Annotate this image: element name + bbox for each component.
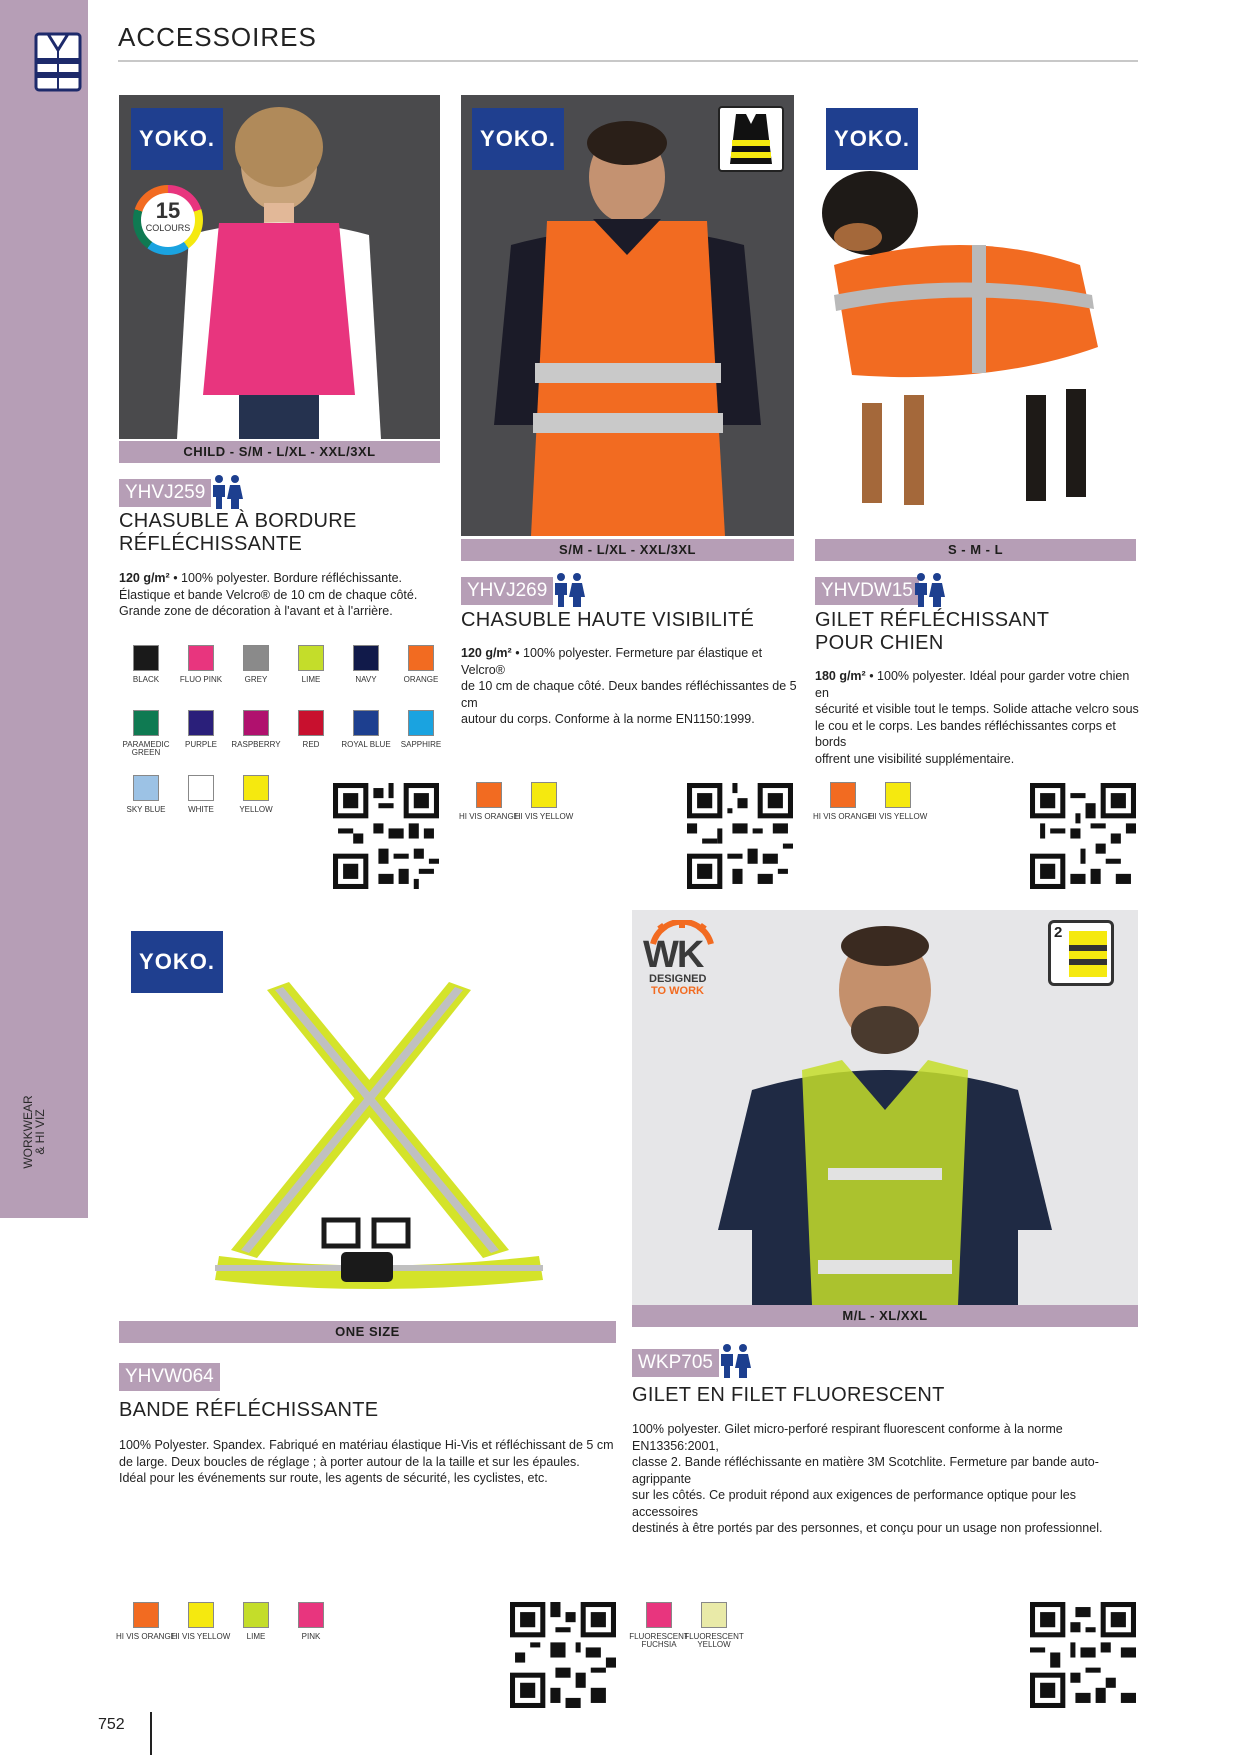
sidebar-label-line1: WORKWEAR [21, 1095, 35, 1169]
class-number: 2 [1054, 924, 1063, 941]
desc-line: de large. Deux boucles de réglage ; à porter autour de la la taille et sur les épaules. [119, 1454, 580, 1469]
color-label: NAVY [355, 675, 377, 684]
color-swatch[interactable] [408, 645, 434, 671]
fabric-weight: 120 g/m² [119, 571, 170, 585]
color-label: WHITE [188, 805, 214, 814]
color-swatch[interactable] [476, 782, 502, 808]
desc-line: 120 g/m² • 100% polyester. Fermeture par élastique et Velcro® [461, 646, 763, 677]
page-number: 752 [98, 1716, 125, 1733]
color-swatch[interactable] [353, 645, 379, 671]
desc-line: Grande zone de décoration à l'avant et à l'arrière. [119, 604, 393, 618]
color-label: ORANGE [403, 675, 439, 684]
desc-line: sécurité et visible tout le temps. Solide attache velcro sous [815, 702, 1139, 716]
product-title-line: POUR CHIEN [815, 632, 944, 654]
unisex-icon [718, 1343, 752, 1379]
fabric-weight: 180 g/m² [815, 669, 866, 683]
color-swatch[interactable] [188, 775, 214, 801]
size-bar-wkp705: M/L - XL/XXL [632, 1305, 1138, 1327]
sidebar-label [22, 1092, 46, 1172]
color-swatches-yhvw064 [118, 1602, 358, 1662]
product-title-line: GILET RÉFLÉCHISSANT [815, 609, 1050, 631]
ref-badge-yhvj269: YHVJ269 [461, 577, 553, 605]
color-swatch[interactable] [646, 1602, 672, 1628]
desc-line: 180 g/m² • 100% polyester. Idéal pour garder votre chien en [815, 669, 1130, 700]
yoko-logo: YOKO. [472, 108, 564, 170]
qr-code-yhvj259[interactable] [333, 783, 439, 889]
footer-divider [150, 1712, 152, 1755]
hi-vis-class-badge [718, 106, 784, 172]
color-label: PARAMEDIC GREEN [122, 740, 170, 757]
colours-label: COLOURS [145, 223, 191, 233]
product-title-yhvj269 [461, 609, 794, 632]
wk-logo [641, 920, 723, 1002]
title-divider [118, 60, 1138, 62]
color-swatch[interactable] [188, 1602, 214, 1628]
product-title-line: CHASUBLE À BORDURE [119, 510, 357, 532]
fabric-weight: 120 g/m² [461, 646, 512, 660]
color-swatch[interactable] [188, 710, 214, 736]
color-swatches-yhvdw15 [815, 782, 955, 842]
ref-badge-yhvw064: YHVW064 [119, 1363, 220, 1391]
color-label: SKY BLUE [126, 805, 166, 814]
product-desc-yhvj259 [119, 570, 449, 620]
product-title-line: RÉFLÉCHISSANTE [119, 533, 303, 555]
color-swatch[interactable] [133, 1602, 159, 1628]
desc-line: Élastique et bande Velcro® de 10 cm de chaque côté. [119, 587, 418, 602]
color-label: LIME [246, 1632, 266, 1641]
color-label: RASPBERRY [231, 740, 281, 749]
color-label: HI VIS ORANGE [459, 812, 520, 821]
ref-badge-yhvj259: YHVJ259 [119, 479, 211, 507]
qr-code-yhvj269[interactable] [687, 783, 793, 889]
desc-line: 100% polyester. Gilet micro-perforé respirant fluorescent conforme à la norme EN13356:2001, [632, 1422, 1063, 1453]
product-title-yhvdw15 [815, 609, 1136, 655]
product-desc-yhvj269 [461, 645, 797, 728]
color-label: FLUORESCENT FUCHSIA [629, 1632, 689, 1649]
vest-icon [720, 108, 782, 170]
product-desc-yhvdw15 [815, 668, 1141, 767]
qr-code-yhvdw15[interactable] [1030, 783, 1136, 889]
color-swatches-wkp705 [631, 1602, 771, 1662]
vest-icon [34, 28, 82, 92]
color-swatch[interactable] [830, 782, 856, 808]
size-bar-yhvdw15: S - M - L [815, 539, 1136, 561]
wk-logo-tagline: DESIGNED [649, 973, 707, 985]
color-label: PINK [301, 1632, 321, 1641]
desc-line: de 10 cm de chaque côté. Deux bandes réfléchissantes de 5 cm [461, 679, 797, 710]
color-label: FLUORESCENT YELLOW [684, 1632, 744, 1649]
color-swatch[interactable] [298, 710, 324, 736]
desc-line: autour du corps. Conforme à la norme EN1150:1999. [461, 712, 755, 726]
color-swatch[interactable] [188, 645, 214, 671]
color-swatch[interactable] [243, 710, 269, 736]
color-label: HI VIS YELLOW [514, 812, 574, 821]
product-title-yhvj259 [119, 510, 439, 556]
color-label: HI VIS ORANGE [116, 1632, 177, 1641]
unisex-icon [552, 572, 586, 608]
color-label: GREY [244, 675, 268, 684]
colours-badge [133, 185, 203, 255]
yoko-logo: YOKO. [131, 931, 223, 993]
color-swatch[interactable] [408, 710, 434, 736]
color-swatch[interactable] [531, 782, 557, 808]
product-title-wkp705 [632, 1384, 1138, 1407]
color-swatch[interactable] [298, 1602, 324, 1628]
size-bar-yhvj269: S/M - L/XL - XXL/3XL [461, 539, 794, 561]
unisex-icon [210, 474, 244, 510]
colours-count: 15 [155, 198, 181, 223]
size-bar-yhvw064: ONE SIZE [119, 1321, 616, 1343]
color-label: FLUO PINK [179, 675, 223, 684]
product-desc-yhvw064 [119, 1437, 619, 1487]
qr-code-wkp705[interactable] [1030, 1602, 1136, 1708]
product-title-yhvw064 [119, 1399, 616, 1422]
class-2-badge [1048, 920, 1114, 986]
desc-line: 100% Polyester. Spandex. Fabriqué en matériau élastique Hi-Vis et réfléchissant de 5 cm [119, 1438, 614, 1452]
desc-line: le cou et le corps. Les bandes réfléchissantes corps et bords [815, 718, 1116, 749]
color-swatch[interactable] [243, 1602, 269, 1628]
color-swatch[interactable] [885, 782, 911, 808]
color-swatch[interactable] [133, 645, 159, 671]
color-swatch[interactable] [353, 710, 379, 736]
wk-logo-tagline-2: TO WORK [651, 985, 704, 997]
desc-line: 120 g/m² • 100% polyester. Bordure réfléchissante. [119, 571, 403, 585]
color-swatch[interactable] [243, 645, 269, 671]
color-swatch[interactable] [133, 775, 159, 801]
ref-badge-wkp705: WKP705 [632, 1349, 719, 1377]
yoko-logo: YOKO. [826, 108, 918, 170]
color-label: YELLOW [239, 805, 273, 814]
color-label: BLACK [132, 675, 160, 684]
product-desc-wkp705 [632, 1421, 1138, 1537]
desc-line: destinés à être portés par des personnes, et conçu pour un usage non professionnel. [632, 1521, 1103, 1535]
color-swatches-yhvj269 [461, 782, 601, 842]
color-swatch[interactable] [133, 710, 159, 736]
color-swatch[interactable] [701, 1602, 727, 1628]
color-swatch[interactable] [298, 645, 324, 671]
color-label: PURPLE [184, 740, 217, 749]
ref-badge-yhvdw15: YHVDW15 [815, 577, 919, 605]
product-title-line: BANDE RÉFLÉCHISSANTE [119, 1399, 379, 1421]
color-label: LIME [301, 675, 321, 684]
color-label: SAPPHIRE [400, 740, 442, 749]
product-title-line: GILET EN FILET FLUORESCENT [632, 1384, 945, 1406]
product-title-line: CHASUBLE HAUTE VISIBILITÉ [461, 609, 755, 631]
desc-line: classe 2. Bande réfléchissante en matière 3M Scotchlite. Fermeture par bande auto-agrippante [632, 1455, 1099, 1486]
unisex-icon [912, 572, 946, 608]
color-label: RED [302, 740, 320, 749]
color-swatch[interactable] [243, 775, 269, 801]
qr-code-yhvw064[interactable] [510, 1602, 616, 1708]
color-label: HI VIS YELLOW [171, 1632, 231, 1641]
yoko-logo: YOKO. [131, 108, 223, 170]
desc-line: offrent une visibilité supplémentaire. [815, 751, 1015, 766]
page-title: ACCESSOIRES [118, 22, 317, 52]
sidebar [0, 0, 88, 1218]
color-label: HI VIS ORANGE [813, 812, 874, 821]
desc-line: sur les côtés. Ce produit répond aux exigences de performance optique pour les accessoires [632, 1488, 1077, 1519]
size-bar-yhvj259: CHILD - S/M - L/XL - XXL/3XL [119, 441, 440, 463]
color-label: HI VIS YELLOW [868, 812, 928, 821]
wk-logo-text: WK [643, 934, 703, 976]
desc-line: Idéal pour les événements sur route, les agents de sécurité, les cyclistes, etc. [119, 1471, 548, 1485]
sidebar-label-line2: & HI VIZ [33, 1109, 47, 1155]
color-label: ROYAL BLUE [341, 740, 391, 749]
